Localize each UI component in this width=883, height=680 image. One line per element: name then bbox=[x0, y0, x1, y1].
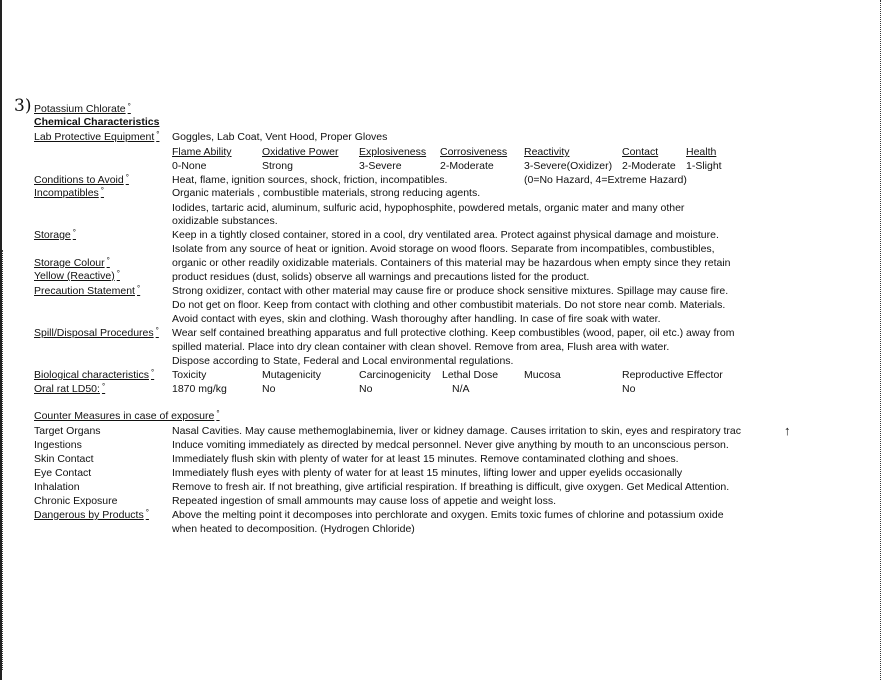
incompatibles-label: Incompatibles ° bbox=[34, 186, 104, 199]
storage-line: Isolate from any source of heat or ignition. Avoid storage on wood floors. Separate from incompatibles, combustibles, bbox=[172, 243, 715, 255]
hazard-header-flame: Flame Ability bbox=[172, 146, 232, 158]
hazard-header-reactivity: Reactivity bbox=[524, 146, 570, 158]
counter-label-ingestions: Ingestions bbox=[34, 439, 82, 451]
storage-label: Storage ° bbox=[34, 228, 76, 241]
incompatibles-line: oxidizable substances. bbox=[172, 215, 278, 227]
counter-value-eye-contact: Immediately flush eyes with plenty of water for at least 15 minutes, lifting lower and upper eyelids occasionally bbox=[172, 467, 683, 479]
bio-value-toxicity: 1870 mg/kg bbox=[172, 383, 227, 395]
counter-label-chronic-exposure: Chronic Exposure bbox=[34, 495, 118, 507]
hazard-header-explosiveness: Explosiveness bbox=[359, 146, 427, 158]
annotation-mark: ° bbox=[100, 186, 104, 195]
precaution-line: Strong oxidizer, contact with other material may cause fire or produce shock sensitive mixtures. Spillage may cause fire. bbox=[172, 285, 729, 297]
section-subtitle: Chemical Characteristics bbox=[34, 116, 160, 128]
arrow-mark: ↑ bbox=[784, 423, 791, 438]
hazard-scale-note: (0=No Hazard, 4=Extreme Hazard) bbox=[524, 174, 687, 186]
counter-measures-heading: Counter Measures in case of exposure ° bbox=[34, 409, 220, 422]
spill-line: Wear self contained breathing apparatus and full protective clothing. Keep combustibles (wood, paper, oil etc.) away from bbox=[172, 327, 735, 339]
storage-colour-label: Storage Colour ° bbox=[34, 256, 110, 269]
counter-label-inhalation: Inhalation bbox=[34, 481, 80, 493]
annotation-mark: ° bbox=[150, 368, 155, 377]
precaution-label: Precaution Statement ° bbox=[34, 284, 141, 297]
counter-label-target-organs: Target Organs bbox=[34, 425, 101, 437]
section-number: 3) bbox=[14, 96, 32, 116]
counter-label-dangerous-byproducts: Dangerous by Products ° bbox=[34, 508, 149, 521]
storage-line: product residues (dust, solids) observe all warnings and precautions listed for the product. bbox=[172, 271, 590, 283]
precaution-line: Avoid contact with eyes, skin and clothing. Wash thoroughy after handling. In case of fire soak with water. bbox=[172, 313, 661, 325]
counter-value-chronic-exposure: Repeated ingestion of small ammounts may cause loss of appetie and weight loss. bbox=[172, 495, 557, 507]
hazard-value-health: 1-Slight bbox=[686, 160, 722, 172]
counter-value-target-organs: Nasal Cavities. May cause methemoglabinemia, liver or kidney damage. Causes irritation to skin, eyes and respiratory trac bbox=[172, 425, 741, 437]
hazard-header-corrosiveness: Corrosiveness bbox=[440, 146, 508, 158]
bio-header-reproductive: Reproductive Effector bbox=[622, 369, 723, 381]
counter-label-skin-contact: Skin Contact bbox=[34, 453, 94, 465]
spill-line: Dispose according to State, Federal and Local environmental regulations. bbox=[172, 355, 514, 367]
annotation-mark: ° bbox=[136, 284, 141, 293]
storage-line: Keep in a tightly closed container, stored in a cool, dry ventilated area. Protect against physical damage and moisture. bbox=[172, 229, 719, 241]
annotation-mark: ° bbox=[127, 102, 131, 111]
incompatibles-line: Iodides, tartaric acid, aluminum, sulfuric acid, hypophosphite, powdered metals, organic mater and many other bbox=[172, 202, 685, 214]
bio-header-lethal-dose: Lethal Dose bbox=[442, 369, 499, 381]
bio-value-carcinogenicity: No bbox=[359, 383, 373, 395]
counter-value-inhalation: Remove to fresh air. If not breathing, give artificial respiration. If breathing is difficult, give oxygen. Get Medical Attention. bbox=[172, 481, 730, 493]
hazard-value-explosiveness: 3-Severe bbox=[359, 160, 402, 172]
conditions-label: Conditions to Avoid ° bbox=[34, 173, 129, 186]
bio-header-carcinogenicity: Carcinogenicity bbox=[359, 369, 431, 381]
bio-header-mutagenicity: Mutagenicity bbox=[262, 369, 321, 381]
annotation-mark: ° bbox=[145, 508, 149, 517]
counter-label-eye-contact: Eye Contact bbox=[34, 467, 92, 479]
annotation-mark: ° bbox=[216, 409, 220, 418]
annotation-mark: ° bbox=[106, 256, 110, 265]
annotation-mark: ° bbox=[156, 130, 160, 139]
hazard-value-contact: 2-Moderate bbox=[622, 160, 676, 172]
biological-label: Biological characteristics ° bbox=[34, 368, 155, 381]
bio-header-mucosa: Mucosa bbox=[524, 369, 561, 381]
hazard-value-corrosiveness: 2-Moderate bbox=[440, 160, 494, 172]
counter-value-dangerous-byproducts: when heated to decomposition. (Hydrogen Chloride) bbox=[172, 523, 415, 535]
bio-value-mutagenicity: No bbox=[262, 383, 276, 395]
counter-value-skin-contact: Immediately flush skin with plenty of water for at least 15 minutes. Remove contaminated clothing and shoes. bbox=[172, 453, 679, 465]
spill-line: spilled material. Place into dry clean container with clean shovel. Remove from area, Flush area with water. bbox=[172, 341, 670, 353]
page-left-dotted-border bbox=[2, 250, 4, 670]
lab-protective-value: Goggles, Lab Coat, Vent Hood, Proper Gloves bbox=[172, 131, 388, 143]
lab-protective-label: Lab Protective Equipment ° bbox=[34, 130, 160, 143]
incompatibles-line: Organic materials , combustible materials, strong reducing agents. bbox=[172, 187, 481, 199]
annotation-mark: ° bbox=[101, 382, 106, 391]
hazard-value-oxidative: Strong bbox=[262, 160, 293, 172]
counter-value-ingestions: Induce vomiting immediately as directed by medcal personnel. Never give anything by mouth to an unconscious person. bbox=[172, 439, 729, 451]
document-title: Potassium Chlorate ° bbox=[34, 102, 131, 115]
counter-value-dangerous-byproducts: Above the melting point it decomposes into perchlorate and oxygen. Emits toxic fumes of chlorine and potassium oxide bbox=[172, 509, 724, 521]
annotation-mark: ° bbox=[72, 228, 76, 237]
annotation-mark: ° bbox=[125, 173, 129, 182]
spill-label: Spill/Disposal Procedures ° bbox=[34, 326, 159, 339]
hazard-header-health: Health bbox=[686, 146, 717, 158]
page-right-dotted-border bbox=[880, 0, 882, 680]
oral-ld50-label: Oral rat LD50: ° bbox=[34, 382, 106, 395]
storage-colour-value: Yellow (Reactive) ° bbox=[34, 269, 120, 282]
bio-value-lethal-dose: N/A bbox=[452, 383, 470, 395]
hazard-header-contact: Contact bbox=[622, 146, 659, 158]
precaution-line: Do not get on floor. Keep from contact with clothing and other combustibit materials. Do not store near comb. Materials. bbox=[172, 299, 726, 311]
hazard-value-flame: 0-None bbox=[172, 160, 207, 172]
annotation-mark: ° bbox=[116, 269, 120, 278]
annotation-mark: ° bbox=[155, 326, 159, 335]
bio-value-reproductive: No bbox=[622, 383, 636, 395]
storage-line: organic or other readily oxidizable materials. Containers of this material may be hazardous when empty since they retain bbox=[172, 257, 731, 269]
bio-header-toxicity: Toxicity bbox=[172, 369, 207, 381]
hazard-header-oxidative: Oxidative Power bbox=[262, 146, 339, 158]
conditions-value: Heat, flame, ignition sources, shock, friction, incompatibles. bbox=[172, 174, 448, 186]
hazard-value-reactivity: 3-Severe(Oxidizer) bbox=[524, 160, 613, 172]
